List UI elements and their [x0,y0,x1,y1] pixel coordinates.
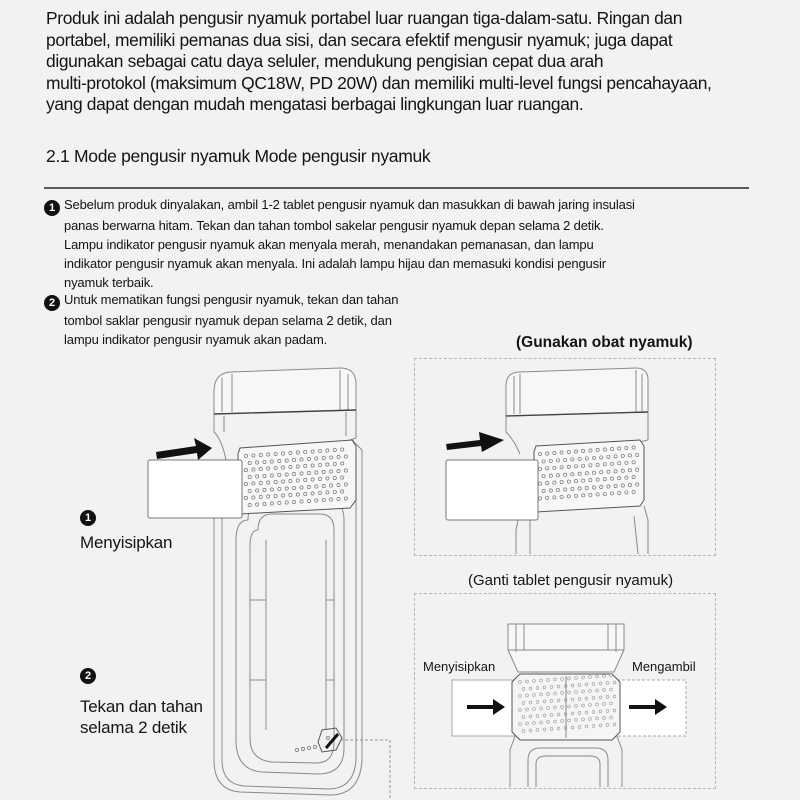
callout-press-label-line2: selama 2 detik [80,718,187,737]
section-heading: 2.1 Mode pengusir nyamuk Mode pengusir nyamuk [46,146,431,166]
step-number-badge: 1 [44,200,60,216]
step-line: Sebelum produk dinyalakan, ambil 1-2 tablet pengusir nyamuk dan masukkan di bawah jaring insulasi [64,197,635,212]
step-number-badge: 2 [44,295,60,311]
callout-number-badge: 1 [80,510,96,526]
step-line: tombol saklar pengusir nyamuk depan selama 2 detik, dan [64,313,392,328]
callout-press-label-line1: Tekan dan tahan [80,697,203,716]
intro-line: digunakan sebagai catu daya seluler, mendukung pengisian cepat dua arah [46,51,604,72]
intro-line: Produk ini adalah pengusir nyamuk portabel luar ruangan tiga-dalam-satu. Ringan dan [46,8,683,28]
step-line: nyamuk terbaik. [64,275,154,290]
intro-line: multi-protokol (maksimum QC18W, PD 20W) dan memiliki multi-level fungsi pencahayaan, [46,72,712,93]
remove-label: Mengambil [632,659,696,674]
intro-line: portabel, memiliki pemanas dua sisi, dan secara efektif mengusir nyamuk; juga dapat [46,29,673,50]
step-line: lampu indikator pengusir nyamuk akan padam. [64,332,328,347]
callout-number-badge: 2 [80,668,96,684]
intro-line: yang dapat dengan mudah mengatasi berbagai lingkungan luar ruangan. [46,94,584,115]
step-line: Untuk mematikan fungsi pengusir nyamuk, tekan dan tahan [64,292,399,307]
insert-label: Menyisipkan [423,659,496,674]
step-line: indikator pengusir nyamuk akan menyala. Ini adalah lampu hijau dan memasuki kondisi pengusir [64,256,606,271]
box2-title: (Ganti tablet pengusir nyamuk) [468,572,674,589]
box1-title: (Gunakan obat nyamuk) [516,334,693,351]
step-line: Lampu indikator pengusir nyamuk akan menyala merah, menandakan pemanasan, dan lampu [64,237,594,252]
callout-insert-label: Menyisipkan [80,533,173,552]
step-line: panas berwarna hitam. Tekan dan tahan tombol sakelar pengusir nyamuk depan selama 2 detik. [64,218,604,233]
